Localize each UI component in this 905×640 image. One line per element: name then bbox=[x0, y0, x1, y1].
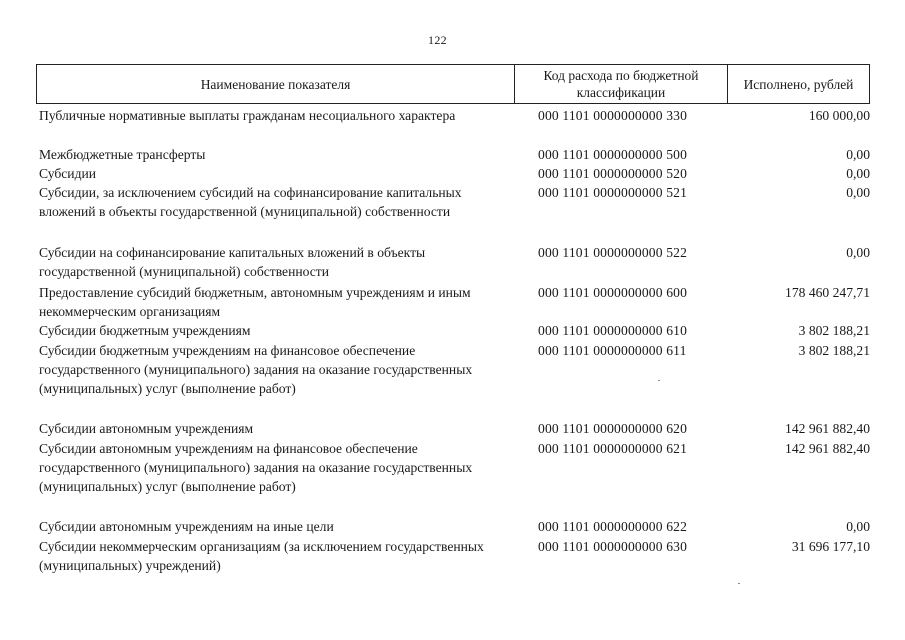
row-code: 000 1101 0000000000 500 bbox=[538, 147, 688, 162]
row-amount: 0,00 bbox=[846, 245, 870, 260]
row-amount: 142 961 882,40 bbox=[785, 441, 870, 456]
row-name: Субсидии автономным учреждениям на финансовое обеспечение государственного (муниципального) задания на оказание государственных (муниципальных) услуг (выполнение работ) bbox=[39, 441, 473, 494]
row-code: 000 1101 0000000000 610 bbox=[538, 323, 688, 338]
row-amount: 0,00 bbox=[846, 185, 870, 200]
row-amount: 0,00 bbox=[846, 519, 870, 534]
row-code: 000 1101 0000000000 600 bbox=[538, 285, 688, 300]
row-name: Субсидии бюджетным учреждениям на финансовое обеспечение государственного (муниципального) задания на оказание государственных (муниципальных) услуг (выполнение работ) bbox=[39, 343, 473, 396]
row-name: Публичные нормативные выплаты гражданам несоциального характера bbox=[39, 108, 456, 123]
row-amount: 31 696 177,10 bbox=[791, 539, 870, 554]
row-code: 000 1101 0000000000 521 bbox=[538, 185, 688, 200]
row-name: Межбюджетные трансферты bbox=[39, 147, 206, 162]
row-code: 000 1101 0000000000 621 bbox=[538, 441, 688, 456]
row-code: 000 1101 0000000000 622 bbox=[538, 519, 688, 534]
row-amount: 3 802 188,21 bbox=[798, 323, 870, 338]
header-name: Наименование показателя bbox=[37, 65, 515, 103]
row-name: Субсидии автономным учреждениям bbox=[39, 421, 254, 436]
header-code: Код расхода по бюджетной классификации bbox=[515, 65, 728, 103]
table-header bbox=[36, 64, 870, 104]
row-code: 000 1101 0000000000 330 bbox=[538, 108, 688, 123]
row-code: 000 1101 0000000000 620 bbox=[538, 421, 688, 436]
row-name: Субсидии bbox=[39, 166, 97, 181]
scan-speck bbox=[738, 583, 740, 584]
header-amount: Исполнено, рублей bbox=[743, 76, 854, 92]
row-amount: 0,00 bbox=[846, 166, 870, 181]
row-name: Субсидии некоммерческим организациям (за исключением государственных (муниципальных) учреждений) bbox=[39, 539, 484, 573]
row-amount: 0,00 bbox=[846, 147, 870, 162]
row-code: 000 1101 0000000000 630 bbox=[538, 539, 688, 554]
row-code: 000 1101 0000000000 522 bbox=[538, 245, 688, 260]
row-amount: 3 802 188,21 bbox=[798, 343, 870, 358]
row-amount: 142 961 882,40 bbox=[785, 421, 870, 436]
row-code: 000 1101 0000000000 520 bbox=[538, 166, 688, 181]
scan-speck bbox=[658, 380, 660, 381]
row-name: Субсидии бюджетным учреждениям bbox=[39, 323, 251, 338]
row-name: Предоставление субсидий бюджетным, автономным учреждениям и иным некоммерческим организациям bbox=[39, 285, 471, 319]
row-name: Субсидии на софинансирование капитальных вложений в объекты государственной (муниципальной) собственности bbox=[39, 245, 426, 279]
row-name: Субсидии, за исключением субсидий на софинансирование капитальных вложений в объекты государственной (муниципальной) собственности bbox=[39, 185, 462, 219]
row-name: Субсидии автономным учреждениям на иные цели bbox=[39, 519, 334, 534]
row-amount: 178 460 247,71 bbox=[785, 285, 870, 300]
page-number: 122 bbox=[428, 33, 447, 47]
row-code: 000 1101 0000000000 611 bbox=[538, 343, 687, 358]
row-amount: 160 000,00 bbox=[808, 108, 870, 123]
